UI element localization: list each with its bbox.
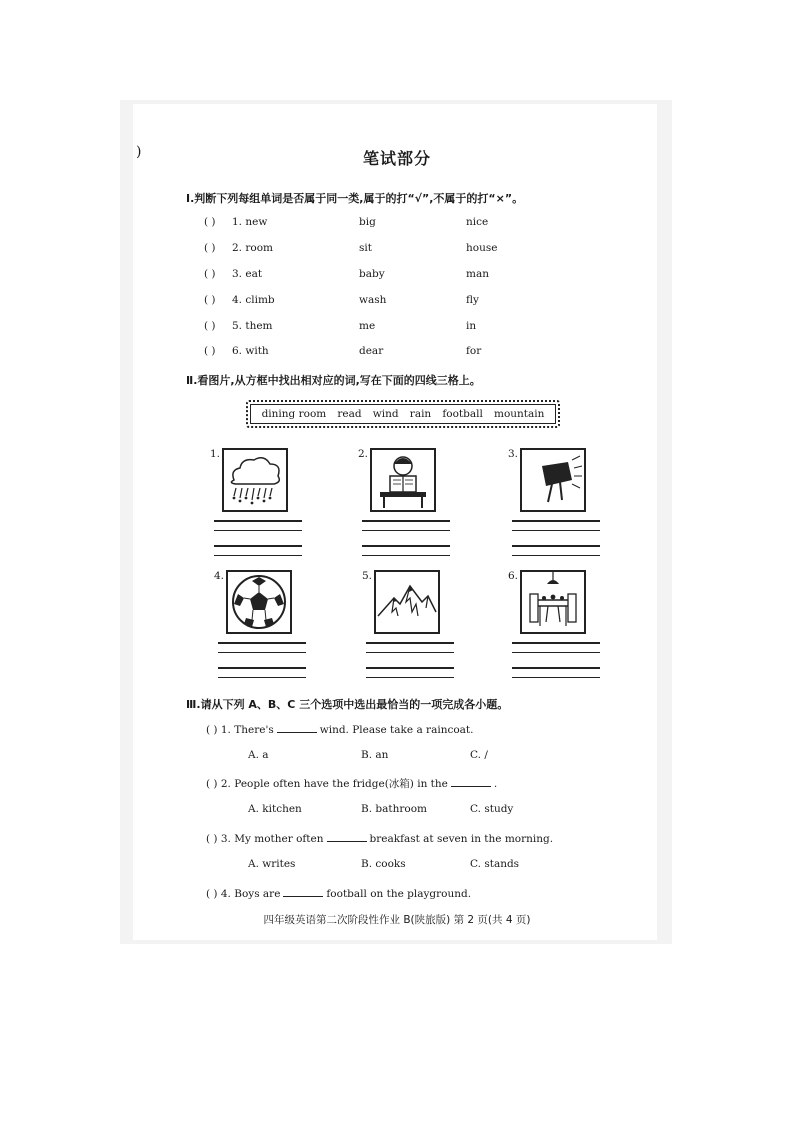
question-text-post: breakfast at seven in the morning. bbox=[369, 833, 554, 845]
picture-number: 3. bbox=[508, 448, 519, 460]
writing-lines[interactable] bbox=[366, 642, 454, 686]
option-a[interactable]: A. writes bbox=[248, 858, 296, 870]
option-b[interactable]: B. bathroom bbox=[361, 803, 427, 815]
option-b[interactable]: B. cooks bbox=[361, 858, 406, 870]
picture-number: 6. bbox=[508, 570, 519, 582]
word-3: in bbox=[466, 320, 477, 332]
answer-paren[interactable]: ( ) bbox=[206, 778, 218, 790]
word-3: nice bbox=[466, 216, 489, 228]
word-option: mountain bbox=[494, 408, 545, 420]
answer-paren[interactable]: ( ) bbox=[206, 833, 218, 845]
margin-mark: ) bbox=[136, 144, 142, 160]
option-c[interactable]: C. stands bbox=[470, 858, 520, 870]
dining-room-icon bbox=[520, 570, 586, 634]
writing-lines[interactable] bbox=[218, 642, 306, 686]
question bbox=[206, 831, 553, 845]
rain-cloud-icon bbox=[222, 448, 288, 512]
writing-lines[interactable] bbox=[512, 642, 600, 686]
question bbox=[206, 886, 471, 900]
answer-paren[interactable]: ( ) bbox=[204, 294, 216, 306]
section-3-title: Ⅲ.请从下列 A、B、C 三个选项中选出最恰当的一项完成各小题。 bbox=[186, 698, 509, 711]
word-1: 5. them bbox=[232, 320, 273, 332]
question-text-pre: 2. People often have the fridge(冰箱) in the bbox=[220, 778, 448, 790]
word-option: read bbox=[337, 408, 362, 420]
answer-paren[interactable]: ( ) bbox=[204, 216, 216, 228]
word-3: man bbox=[466, 268, 489, 280]
word-1: 2. room bbox=[232, 242, 273, 254]
question-text-pre: 3. My mother often bbox=[220, 833, 324, 845]
word-2: dear bbox=[359, 345, 384, 357]
answer-blank[interactable] bbox=[327, 831, 367, 842]
question bbox=[206, 722, 473, 736]
page-title: 笔试部分 bbox=[362, 149, 431, 168]
writing-lines[interactable] bbox=[512, 520, 600, 564]
word-2: baby bbox=[359, 268, 385, 280]
word-1: 4. climb bbox=[232, 294, 275, 306]
picture-number: 4. bbox=[214, 570, 225, 582]
section-1-title: Ⅰ.判断下列每组单词是否属于同一类,属于的打“√”,不属于的打“×”。 bbox=[186, 192, 524, 205]
question-text-pre: 1. There's bbox=[220, 724, 274, 736]
word-option: football bbox=[442, 408, 483, 420]
word-3: for bbox=[466, 345, 482, 357]
option-a[interactable]: A. kitchen bbox=[248, 803, 302, 815]
reading-child-icon bbox=[370, 448, 436, 512]
word-row bbox=[204, 345, 534, 361]
word-2: big bbox=[359, 216, 376, 228]
word-row bbox=[204, 294, 534, 310]
word-option: wind bbox=[372, 408, 399, 420]
writing-lines[interactable] bbox=[362, 520, 450, 564]
answer-paren[interactable]: ( ) bbox=[204, 242, 216, 254]
word-1: 3. eat bbox=[232, 268, 263, 280]
option-a[interactable]: A. a bbox=[248, 749, 269, 761]
word-option: dining room bbox=[261, 408, 327, 420]
option-b[interactable]: B. an bbox=[361, 749, 389, 761]
word-row bbox=[204, 216, 534, 232]
word-row bbox=[204, 268, 534, 284]
option-c[interactable]: C. / bbox=[470, 749, 488, 761]
answer-paren[interactable]: ( ) bbox=[204, 320, 216, 332]
page-footer: 四年级英语第二次阶段性作业 B(陕旅版) 第 2 页(共 4 页) bbox=[263, 914, 531, 926]
answer-blank[interactable] bbox=[283, 886, 323, 897]
wind-icon bbox=[520, 448, 586, 512]
word-row bbox=[204, 242, 534, 258]
answer-paren[interactable]: ( ) bbox=[206, 724, 218, 736]
question-text-post: . bbox=[493, 778, 498, 790]
word-3: fly bbox=[466, 294, 479, 306]
word-box bbox=[246, 400, 560, 428]
writing-lines[interactable] bbox=[214, 520, 302, 564]
word-1: 1. new bbox=[232, 216, 268, 228]
question-text-pre: 4. Boys are bbox=[220, 888, 281, 900]
answer-blank[interactable] bbox=[451, 776, 491, 787]
football-icon bbox=[226, 570, 292, 634]
answer-paren[interactable]: ( ) bbox=[204, 268, 216, 280]
word-2: me bbox=[359, 320, 376, 332]
picture-number: 1. bbox=[210, 448, 221, 460]
word-3: house bbox=[466, 242, 498, 254]
question-text-post: wind. Please take a raincoat. bbox=[319, 724, 474, 736]
word-2: sit bbox=[359, 242, 372, 254]
picture-number: 2. bbox=[358, 448, 369, 460]
word-row bbox=[204, 320, 534, 336]
answer-blank[interactable] bbox=[277, 722, 317, 733]
option-c[interactable]: C. study bbox=[470, 803, 514, 815]
word-option: rain bbox=[409, 408, 432, 420]
word-1: 6. with bbox=[232, 345, 269, 357]
answer-paren[interactable]: ( ) bbox=[206, 888, 218, 900]
mountain-icon bbox=[374, 570, 440, 634]
question bbox=[206, 776, 497, 791]
answer-paren[interactable]: ( ) bbox=[204, 345, 216, 357]
section-2-title: Ⅱ.看图片,从方框中找出相对应的词,写在下面的四线三格上。 bbox=[186, 374, 481, 387]
picture-number: 5. bbox=[362, 570, 373, 582]
question-text-post: football on the playground. bbox=[326, 888, 472, 900]
word-2: wash bbox=[359, 294, 387, 306]
